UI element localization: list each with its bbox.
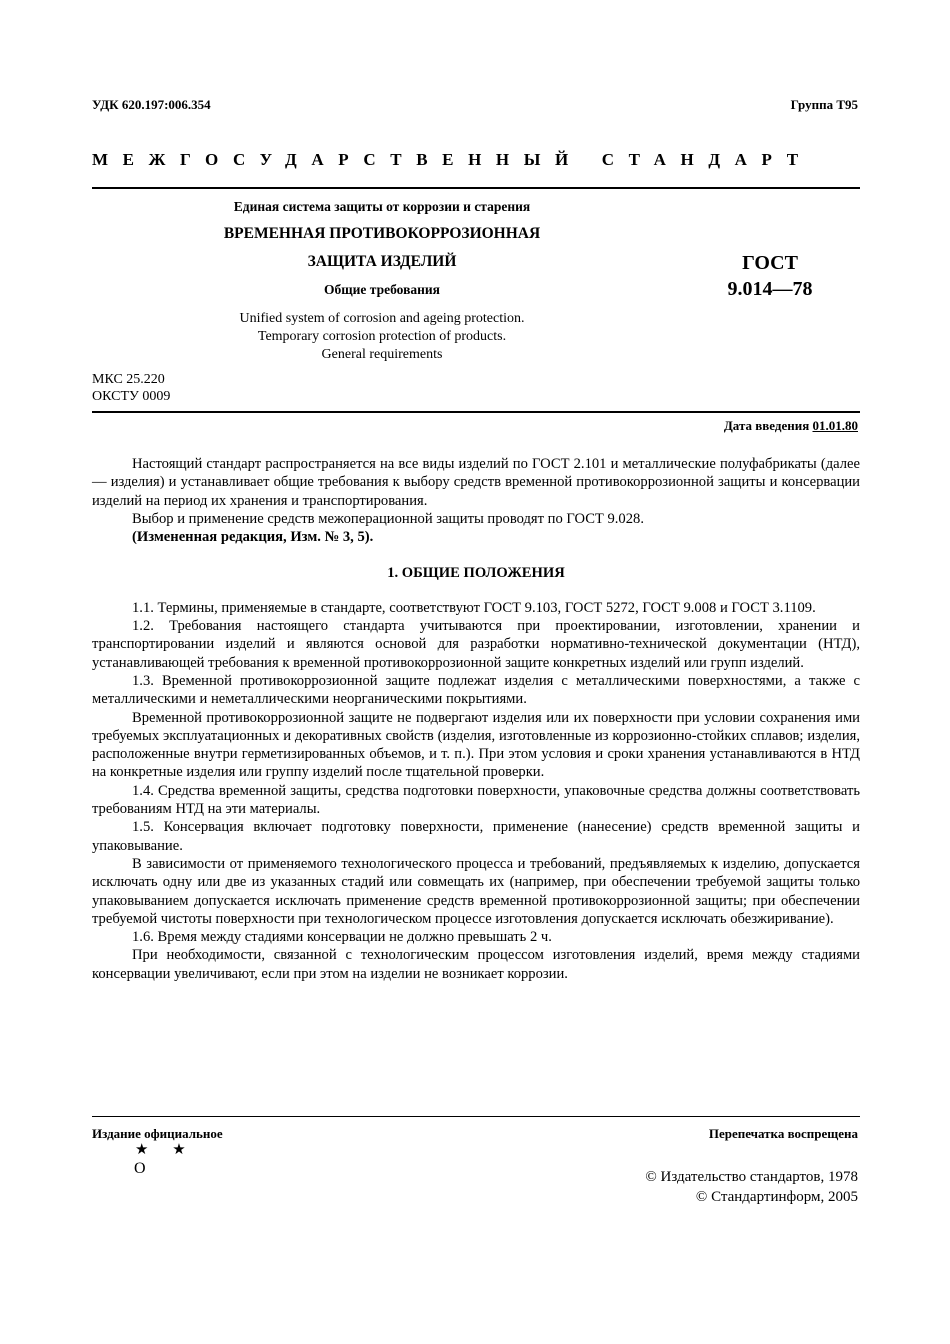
reprint-prohibited: Перепечатка воспрещена	[708, 1126, 858, 1141]
star-marks: ★ ★	[135, 1142, 196, 1158]
mks-code: МКС 25.220	[92, 372, 165, 387]
amendment-note: (Измененная редакция, Изм. № 3, 5).	[132, 529, 374, 546]
clause-1-3: 1.3. Временной противокоррозионной защите подлежат изделия с металлическими поверхностями, а также с металлическими и неметаллическими неорганическими покрытиями.	[92, 672, 860, 708]
copyright-line-1: © Издательство стандартов, 1978	[645, 1169, 858, 1185]
section-heading: 1. ОБЩИЕ ПОЛОЖЕНИЯ	[387, 565, 565, 582]
clause-1-5: 1.5. Консервация включает подготовку поверхности, применение (нанесение) средств временной защиты и упаковывание.	[92, 819, 860, 854]
title-line-1: ВРЕМЕННАЯ ПРОТИВОКОРРОЗИОННАЯ	[223, 225, 541, 242]
clause-1-4: 1.4. Средства временной защиты, средства подготовки поверхности, упаковочные средства должны соответствовать требованиям НТД на эти материалы.	[92, 782, 860, 818]
title-line-2: ЗАЩИТА ИЗДЕЛИЙ	[307, 253, 457, 270]
header-rule	[92, 187, 860, 189]
classification-codes	[92, 371, 170, 405]
copyright	[645, 1167, 858, 1207]
copyright-line-2: © Стандартинформ, 2005	[695, 1189, 858, 1205]
clause-1-1: 1.1. Термины, применяемые в стандарте, соответствуют ГОСТ 9.103, ГОСТ 5272, ГОСТ 9.008 и ГОСТ 3.1109.	[132, 599, 816, 616]
standard-banner: МЕЖГОСУДАРСТВЕННЫЙ СТАНДАРТ	[92, 150, 813, 169]
intro-paragraph-2: Выбор и применение средств межоперационной защиты проводят по ГОСТ 9.028.	[132, 510, 644, 527]
date-label: Дата введения	[723, 418, 810, 433]
system-title: Единая система защиты от коррозии и старения	[233, 199, 531, 214]
clause-1-6-note: При необходимости, связанной с технологическим процессом изготовления изделий, время между стадиями консервации увеличивают, если при этом на изделии не возникает коррозии.	[92, 947, 860, 982]
title-subtitle: Общие требования	[324, 282, 440, 297]
intro-paragraph-1: Настоящий стандарт распространяется на все виды изделий по ГОСТ 2.101 и металлические полуфабрикаты (далее — изделия) и устанавливает общие требования к выбору средств временной противокоррозионной защиты и консервации изделий на период их хранения и транспортирования.	[92, 456, 860, 509]
gost-label: ГОСТ	[742, 252, 798, 274]
official-edition: Издание официальное	[92, 1126, 223, 1141]
english-title	[92, 310, 672, 364]
okstu-code: ОКСТУ 0009	[92, 389, 171, 404]
group-code: Группа Т95	[790, 97, 858, 112]
english-title-line-1: Unified system of corrosion and ageing protection.	[239, 311, 525, 326]
document-body	[92, 455, 860, 983]
clause-1-5-note: В зависимости от применяемого технологического процесса и требований, предъявляемых к изделию, допускается исключать одну или две из указанных стадий или совмещать их (например, при обеспечении требуемой защиты только упаковыванием допускается исключать применение средств временной противокоррозионной защиты; при обеспечении требуемой чистоты поверхности при технологическом процессе изготовления допускается исключать обезжиривание).	[92, 855, 860, 927]
gost-number: 9.014—78	[727, 278, 813, 300]
classification-rule	[92, 411, 860, 413]
introduction-date	[724, 418, 858, 434]
gost-designation	[700, 250, 840, 302]
english-title-line-3: General requirements	[321, 347, 443, 362]
circle-mark: О	[134, 1160, 146, 1177]
english-title-line-2: Temporary corrosion protection of products.	[257, 329, 507, 344]
date-value: 01.01.80	[812, 418, 858, 433]
udk-code: УДК 620.197:006.354	[92, 97, 211, 112]
footer-rule	[92, 1116, 860, 1117]
clause-1-2: 1.2. Требования настоящего стандарта учитываются при проектировании, изготовлении, хранении и транспортировании изделий и являются основой для разработки нормативно-технической документации (НТД), устанавливающей требования к временной противокоррозионной защите конкретных изделий или групп изделий.	[92, 618, 860, 671]
clause-1-6: 1.6. Время между стадиями консервации не должно превышать 2 ч.	[132, 929, 552, 946]
clause-1-3-note: Временной противокоррозионной защите не подвергают изделия или их поверхности при условии сохранения ими требуемых эксплуатационных и декоративных свойств (изделия, изготовленные из коррозионно-стойких сплавов; изделия, расположенные внутри герметизированных объемов, и т. п.). При этом условия и сроки хранения устанавливаются в НТД на конкретные изделия или группу изделий после тщательной проверки.	[92, 709, 860, 781]
